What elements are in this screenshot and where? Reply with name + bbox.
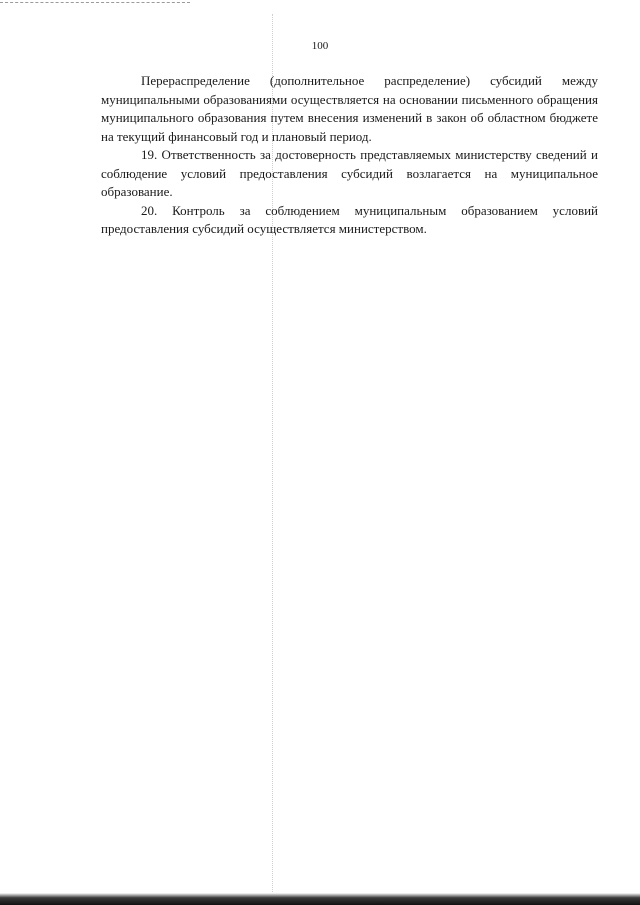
page-number: 100 bbox=[311, 40, 329, 52]
scan-bottom-edge bbox=[0, 893, 640, 905]
scan-top-rule bbox=[0, 2, 190, 3]
paragraph-19-responsibility: 19. Ответственность за достоверность представляемых министерству сведений и соблюдение условий предоставления субсидий возлагается на муниципальное образование. bbox=[101, 147, 598, 199]
document-body bbox=[101, 72, 598, 239]
paragraph-20-control: 20. Контроль за соблюдением муниципальным образованием условий предоставления субсидий осуществляется министерством. bbox=[101, 202, 598, 236]
paragraph-redistribution: Перераспределение (дополнительное распределение) субсидий между муниципальными образованиями осуществляется на основании письменного обращения муниципального образования путем внесения изменений в закон об областном бюджете на текущий финансовый год и плановый период. bbox=[101, 73, 598, 144]
